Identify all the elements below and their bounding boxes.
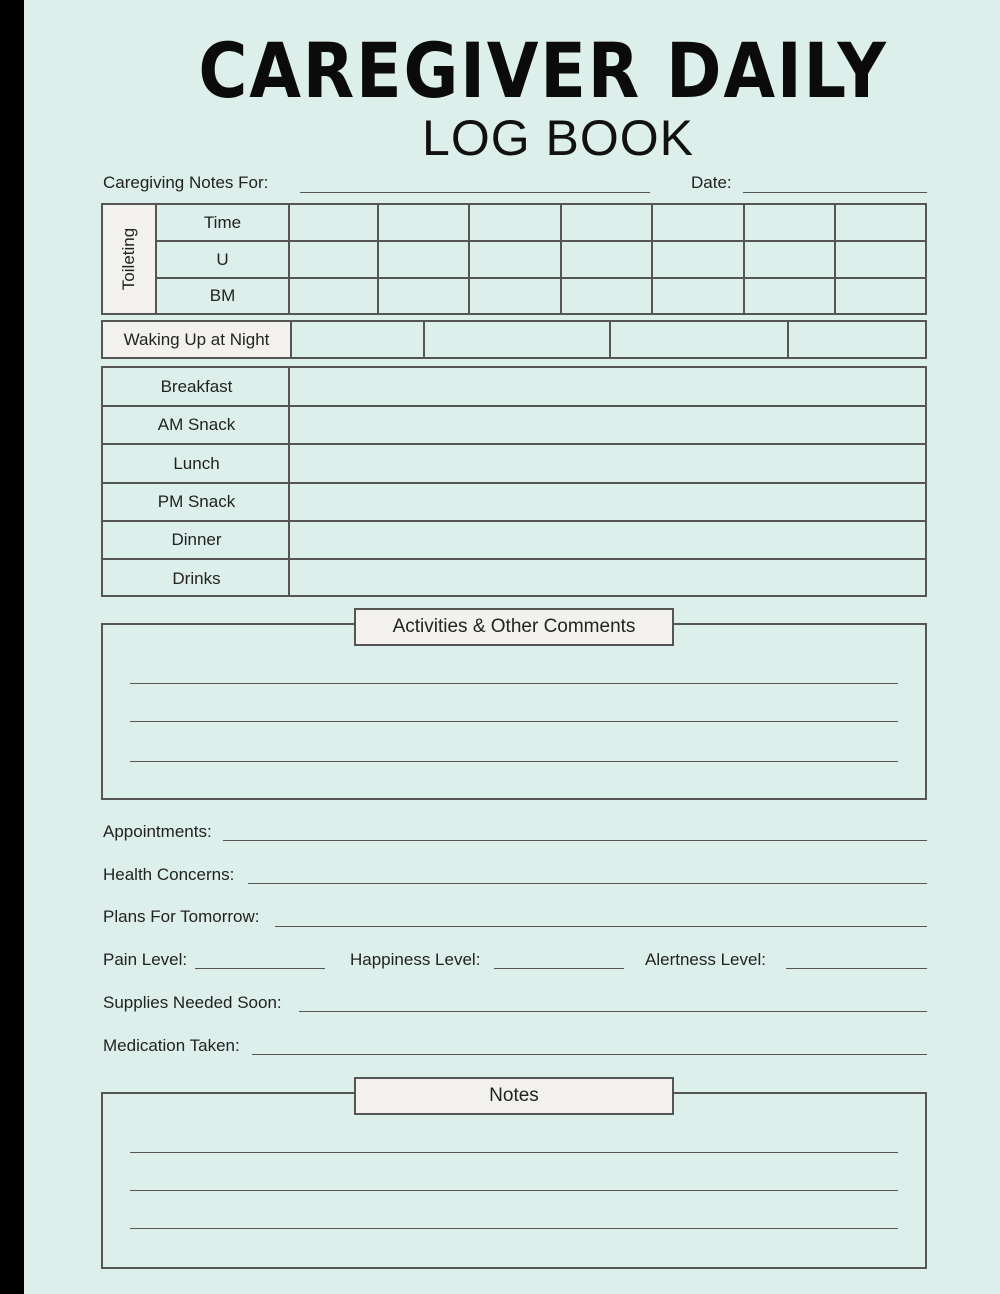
pain-field[interactable] [195,968,325,969]
notes-for-label: Caregiving Notes For: [103,173,269,192]
date-label: Date: [691,173,732,192]
title-main: CAREGIVER DAILY [198,26,888,115]
meal-row-lunch: Lunch [173,454,220,473]
activities-line[interactable] [130,683,898,684]
toileting-row-u: U [216,250,229,269]
medication-field[interactable] [252,1054,927,1055]
appointments-label: Appointments: [103,822,212,841]
meal-row-drinks: Drinks [172,569,221,588]
activities-title: Activities & Other Comments [354,608,674,646]
appointments-field[interactable] [223,840,927,841]
toileting-side-label: Toileting [119,227,138,291]
plans-field[interactable] [275,926,927,927]
waking-grid [101,320,927,359]
health-field[interactable] [248,883,927,884]
pain-label: Pain Level: [103,950,188,969]
medication-label: Medication Taken: [103,1036,240,1055]
notes-for-field[interactable] [300,192,650,193]
activities-line[interactable] [130,761,898,762]
happiness-label: Happiness Level: [350,950,481,969]
meals-grid [101,366,927,597]
supplies-label: Supplies Needed Soon: [103,993,282,1012]
waking-label: Waking Up at Night [123,330,270,349]
date-field[interactable] [743,192,927,193]
meal-row-am-snack: AM Snack [157,415,236,434]
plans-label: Plans For Tomorrow: [103,907,260,926]
happiness-field[interactable] [494,968,624,969]
alertness-label: Alertness Level: [645,950,766,969]
toileting-row-bm: BM [209,286,236,305]
alertness-field[interactable] [786,968,927,969]
toileting-grid [101,203,927,315]
notes-line[interactable] [130,1228,898,1229]
meal-row-pm-snack: PM Snack [157,492,236,511]
health-label: Health Concerns: [103,865,235,884]
notes-line[interactable] [130,1152,898,1153]
title-sub: LOG BOOK [422,110,694,166]
activities-line[interactable] [130,721,898,722]
log-page [24,0,1000,1294]
meal-row-dinner: Dinner [171,530,222,549]
notes-box [101,1092,927,1269]
notes-line[interactable] [130,1190,898,1191]
notes-title: Notes [354,1077,674,1115]
toileting-row-time: Time [203,213,242,232]
meal-row-breakfast: Breakfast [160,377,233,396]
supplies-field[interactable] [299,1011,927,1012]
activities-box [101,623,927,800]
